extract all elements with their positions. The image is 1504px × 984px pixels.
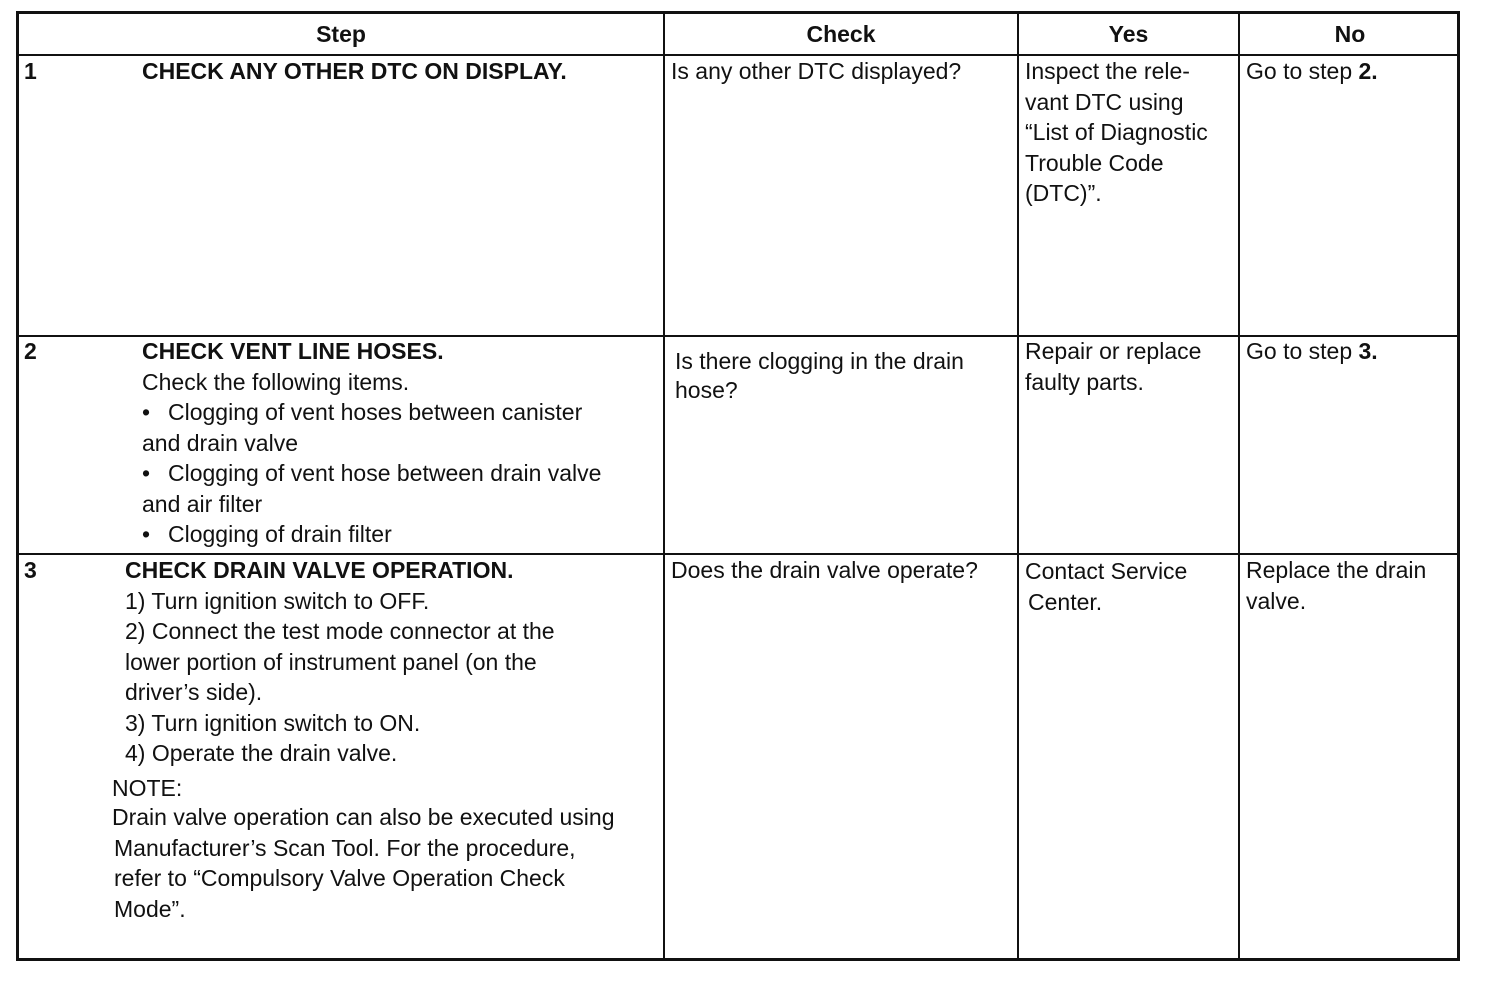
procedure-line: driver’s side). [125, 679, 263, 705]
step-title: CHECK VENT LINE HOSES. [142, 338, 444, 364]
bullet-icon: • [142, 521, 151, 547]
bullet-icon: • [142, 460, 151, 486]
yes-line: Trouble Code [1025, 149, 1164, 176]
column-divider [1017, 14, 1019, 958]
check-question: Is any other DTC displayed? [671, 58, 962, 84]
no-action [1246, 336, 1378, 367]
yes-line: vant DTC using [1025, 88, 1184, 115]
check-line: Is there clogging in the drain [675, 348, 964, 374]
step-number: 2 [24, 338, 37, 364]
check-question [675, 347, 964, 405]
step-title: CHECK ANY OTHER DTC ON DISPLAY. [142, 58, 567, 84]
step-number: 1 [24, 58, 37, 84]
header-yes: Yes [1108, 20, 1149, 47]
no-action [1246, 56, 1378, 87]
bullet-item [142, 519, 601, 550]
procedure-line: 3) Turn ignition switch to ON. [125, 709, 421, 736]
no-text: Go to step [1246, 338, 1359, 364]
check-question: Does the drain valve operate? [671, 557, 978, 583]
yes-action [1025, 56, 1208, 209]
note-line: Mode”. [114, 895, 186, 922]
column-divider [663, 14, 665, 958]
bullet-text: Clogging of drain filter [168, 521, 392, 547]
bullet-continuation: and air filter [142, 490, 263, 517]
step-reference: 3. [1358, 338, 1378, 364]
bullet-icon: • [142, 399, 151, 425]
bullet-text: Clogging of vent hose between drain valve [168, 460, 602, 486]
procedure-line: 2) Connect the test mode connector at the [125, 618, 555, 644]
yes-action [1025, 556, 1187, 617]
yes-action [1025, 336, 1201, 397]
yes-line: “List of Diagnostic [1025, 119, 1208, 145]
header-no: No [1334, 20, 1366, 47]
no-line: valve. [1246, 587, 1307, 614]
yes-line: (DTC)”. [1025, 180, 1102, 206]
bullet-text: Clogging of vent hoses between canister [168, 399, 583, 425]
step-reference: 2. [1358, 58, 1378, 84]
step-intro: Check the following items. [142, 368, 410, 395]
yes-line: Inspect the rele- [1025, 58, 1190, 84]
step-content [125, 555, 555, 769]
diagnostic-table [16, 11, 1460, 961]
note-line: Drain valve operation can also be executed using [112, 804, 615, 830]
procedure-line: 4) Operate the drain valve. [125, 740, 398, 766]
header-check: Check [806, 20, 876, 47]
note-block [112, 775, 615, 924]
check-line: hose? [675, 377, 738, 403]
procedure-line: lower portion of instrument panel (on the [125, 648, 537, 675]
no-action [1246, 555, 1426, 616]
note-line: Manufacturer’s Scan Tool. For the procedure, [114, 834, 576, 861]
yes-line: Repair or replace [1025, 338, 1202, 364]
header-step: Step [316, 20, 366, 47]
yes-line: Center. [1028, 588, 1103, 615]
column-divider [1238, 14, 1240, 958]
no-line: Replace the drain [1246, 557, 1427, 583]
procedure-line: 1) Turn ignition switch to OFF. [125, 587, 430, 614]
step-content [142, 336, 601, 550]
note-label: NOTE: [112, 775, 183, 801]
yes-line: faulty parts. [1025, 368, 1144, 395]
bullet-continuation: and drain valve [142, 429, 298, 456]
bullet-item [142, 458, 601, 489]
bullet-item [142, 397, 601, 428]
step-number: 3 [24, 557, 37, 583]
no-text: Go to step [1246, 58, 1359, 84]
step-title: CHECK DRAIN VALVE OPERATION. [125, 557, 514, 583]
yes-line: Contact Service [1025, 558, 1188, 584]
note-line: refer to “Compulsory Valve Operation Check [114, 865, 565, 891]
